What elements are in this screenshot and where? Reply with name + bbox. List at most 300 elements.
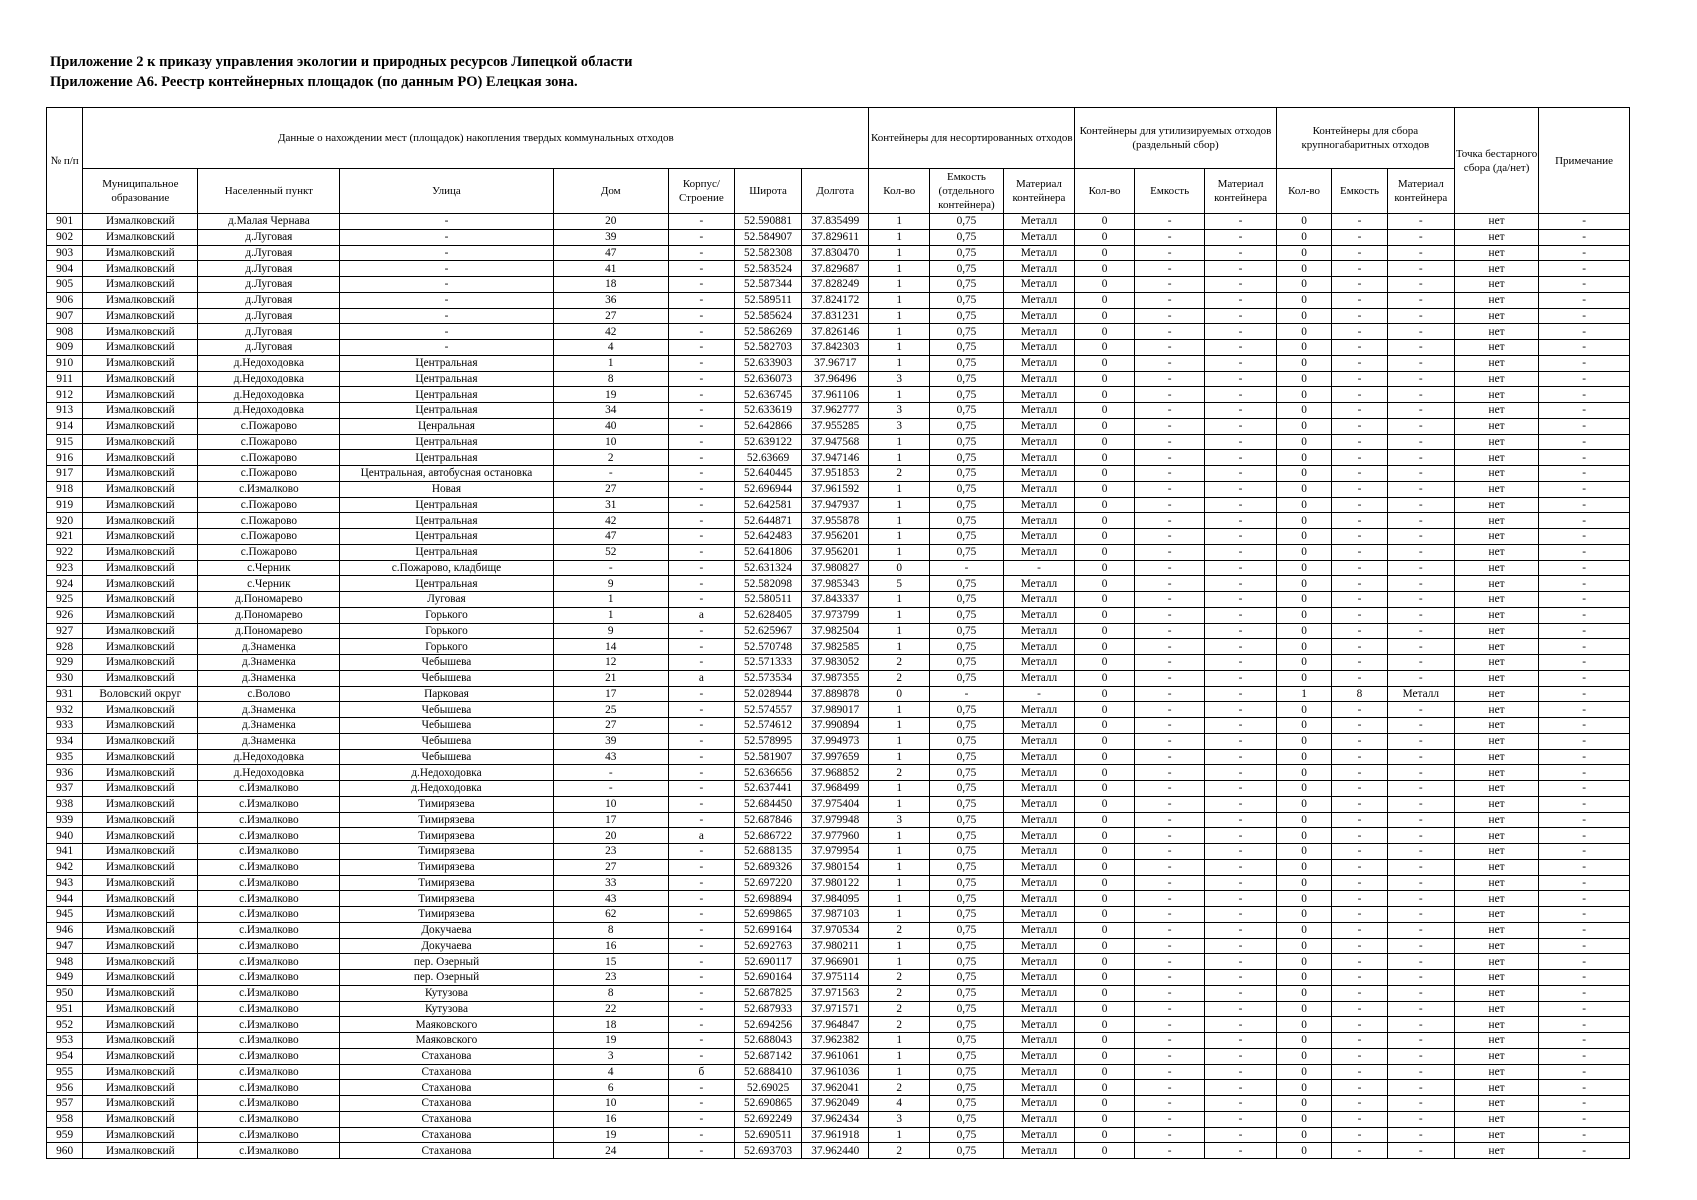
table-cell: 52.639122 [734,434,801,450]
table-cell: - [1332,796,1387,812]
table-cell: 12 [553,655,668,671]
table-cell: - [1332,733,1387,749]
table-cell: - [1134,245,1204,261]
table-cell: - [1539,859,1630,875]
table-cell: - [1003,560,1074,576]
table-cell: - [1332,859,1387,875]
table-cell: - [1387,702,1454,718]
table-cell: 0,75 [930,859,1004,875]
table-cell: 0 [1276,639,1331,655]
table-cell: Измалковский [83,1143,198,1159]
table-cell: нет [1454,954,1538,970]
table-cell: - [668,277,734,293]
table-cell: Измалковский [83,513,198,529]
table-row [47,481,1630,497]
table-cell: 0 [1276,907,1331,923]
table-cell: Измалковский [83,403,198,419]
table-cell: - [1332,702,1387,718]
table-cell: 0 [1276,891,1331,907]
table-cell: 0 [1276,340,1331,356]
table-cell: - [553,765,668,781]
table-cell: нет [1454,324,1538,340]
table-cell: 0 [1276,812,1331,828]
table-cell: - [1134,970,1204,986]
table-cell: - [668,655,734,671]
table-cell: 0 [1075,355,1135,371]
table-cell: - [668,340,734,356]
table-cell: - [1539,607,1630,623]
table-cell: б [668,1064,734,1080]
table-cell: Чебышева [340,655,553,671]
table-cell: 52.633903 [734,355,801,371]
table-cell: 0 [1075,229,1135,245]
table-row [47,592,1630,608]
table-cell: нет [1454,655,1538,671]
table-cell: 37.956201 [802,544,869,560]
table-cell: 0,75 [930,623,1004,639]
table-cell: 37.990894 [802,718,869,734]
table-cell: 0 [1276,450,1331,466]
table-cell: с.Измалково [198,875,340,891]
table-cell: 1 [869,607,930,623]
recycle-qty-header: Кол-во [1075,169,1135,214]
table-cell: нет [1454,765,1538,781]
table-cell: 0 [1276,1111,1331,1127]
table-cell: 52.574612 [734,718,801,734]
table-cell: - [1332,403,1387,419]
table-cell: - [1332,324,1387,340]
table-cell: 940 [47,828,83,844]
table-cell: с.Измалково [198,938,340,954]
table-cell: - [1134,1033,1204,1049]
table-row [47,466,1630,482]
table-cell: 942 [47,859,83,875]
table-cell: 0,75 [930,513,1004,529]
table-cell: Тимирязева [340,844,553,860]
table-cell: Измалковский [83,938,198,954]
table-row [47,450,1630,466]
table-cell: 901 [47,214,83,230]
table-cell: Измалковский [83,1001,198,1017]
table-cell: с.Измалково [198,1096,340,1112]
table-cell: - [1205,418,1277,434]
table-cell: 37.968499 [802,781,869,797]
table-cell: - [1205,623,1277,639]
table-cell: Стаханова [340,1127,553,1143]
bulky-group-header: Контейнеры для сбора крупногабаритных отходов [1276,108,1454,169]
table-cell: нет [1454,938,1538,954]
table-cell: - [1205,1127,1277,1143]
table-cell: - [1539,1111,1630,1127]
table-cell: - [1332,292,1387,308]
table-cell: 912 [47,387,83,403]
table-cell: - [668,355,734,371]
table-cell: Чебышева [340,670,553,686]
table-cell: 52.696944 [734,481,801,497]
table-cell: Центральная [340,544,553,560]
table-cell: Кутузова [340,1001,553,1017]
table-cell: - [1539,907,1630,923]
table-cell: - [1332,214,1387,230]
table-cell: 0,75 [930,529,1004,545]
table-cell: 0 [1276,560,1331,576]
table-row [47,214,1630,230]
table-cell: 37.955878 [802,513,869,529]
table-cell: д.Луговая [198,277,340,293]
table-cell: - [1387,466,1454,482]
table-cell: Измалковский [83,718,198,734]
table-cell: 939 [47,812,83,828]
street-header: Улица [340,169,553,214]
table-cell: 1 [869,261,930,277]
table-cell: 52.686722 [734,828,801,844]
table-cell: - [553,466,668,482]
table-cell: 37.835499 [802,214,869,230]
table-cell: - [1539,844,1630,860]
table-cell: - [1332,308,1387,324]
table-cell: - [1134,985,1204,1001]
table-cell: д.Недоходовка [198,403,340,419]
table-cell: - [1387,340,1454,356]
table-row [47,670,1630,686]
table-cell: - [1539,214,1630,230]
document-titles [50,52,632,92]
table-cell: - [1134,560,1204,576]
table-cell: - [1205,639,1277,655]
table-cell: 0 [1276,1048,1331,1064]
table-cell: 0 [1075,513,1135,529]
table-cell: - [1539,985,1630,1001]
table-cell: 0 [1075,529,1135,545]
table-cell: Парковая [340,686,553,702]
table-cell: д.Недоходовка [198,355,340,371]
table-cell: 1 [869,1127,930,1143]
table-cell: 37.947146 [802,450,869,466]
table-cell: 37.997659 [802,749,869,765]
table-cell: - [1387,875,1454,891]
table-cell: - [668,371,734,387]
table-cell: нет [1454,214,1538,230]
table-cell: - [1539,529,1630,545]
table-cell: Тимирязева [340,812,553,828]
table-cell: - [1134,828,1204,844]
table-cell: 904 [47,261,83,277]
table-cell: с.Пожарово [198,434,340,450]
table-cell: - [668,481,734,497]
table-cell: 52.636073 [734,371,801,387]
table-cell: 0 [1276,277,1331,293]
table-cell: - [1205,718,1277,734]
table-cell: Измалковский [83,576,198,592]
table-row [47,733,1630,749]
table-cell: с.Измалково [198,796,340,812]
table-cell: Металл [1003,450,1074,466]
table-cell: 0 [1075,607,1135,623]
table-cell: 911 [47,371,83,387]
table-cell: - [1332,749,1387,765]
table-cell: 0 [1276,355,1331,371]
table-cell: 14 [553,639,668,655]
table-cell: - [1332,828,1387,844]
table-cell: 0,75 [930,1048,1004,1064]
table-cell: - [1539,1080,1630,1096]
table-cell: 37.966901 [802,954,869,970]
table-cell: 0 [1276,592,1331,608]
table-cell: - [1134,308,1204,324]
table-cell: 2 [869,655,930,671]
table-row [47,765,1630,781]
table-cell: 0 [1276,796,1331,812]
table-cell: 52.694256 [734,1017,801,1033]
table-cell: Металл [1003,796,1074,812]
table-cell: 1 [869,844,930,860]
table-cell: 40 [553,418,668,434]
table-cell: - [340,340,553,356]
table-cell: 0 [1276,828,1331,844]
table-cell: - [1387,749,1454,765]
table-cell: 10 [553,1096,668,1112]
table-cell: - [1134,859,1204,875]
table-cell: - [1134,450,1204,466]
table-row [47,403,1630,419]
table-cell: нет [1454,1048,1538,1064]
table-row [47,623,1630,639]
table-row [47,292,1630,308]
table-cell: - [1332,639,1387,655]
table-cell: - [1539,812,1630,828]
table-cell: Металл [1003,513,1074,529]
table-cell: 19 [553,387,668,403]
table-cell: 52.687846 [734,812,801,828]
table-cell: 27 [553,859,668,875]
table-cell: 0,75 [930,1080,1004,1096]
table-cell: 0 [1075,1143,1135,1159]
table-cell: - [1205,371,1277,387]
table-cell: 37.973799 [802,607,869,623]
table-cell: - [1134,922,1204,938]
table-cell: - [340,308,553,324]
table-cell: 0 [1075,481,1135,497]
table-cell: 0 [1075,812,1135,828]
table-cell: 52.684450 [734,796,801,812]
table-cell: нет [1454,308,1538,324]
table-cell: - [1332,229,1387,245]
table-cell: Измалковский [83,560,198,576]
table-row [47,985,1630,1001]
table-cell: 37.962777 [802,403,869,419]
table-cell: 1 [869,529,930,545]
table-cell: 37.980122 [802,875,869,891]
table-cell: 0,75 [930,466,1004,482]
table-cell: 22 [553,1001,668,1017]
table-cell: Металл [1003,214,1074,230]
table-cell: 52.642866 [734,418,801,434]
table-cell: Металл [1003,749,1074,765]
table-cell: - [1332,277,1387,293]
table-cell: - [1387,670,1454,686]
table-cell: - [1387,765,1454,781]
table-cell: - [1539,686,1630,702]
table-cell: - [1387,292,1454,308]
table-cell: - [668,623,734,639]
table-cell: - [1205,970,1277,986]
unsorted-group-header: Контейнеры для несортированных отходов [869,108,1075,169]
table-cell: - [1205,544,1277,560]
table-cell: - [1134,1048,1204,1064]
table-cell: 37.987355 [802,670,869,686]
table-cell: 33 [553,875,668,891]
table-cell: - [1539,403,1630,419]
table-cell: - [1539,292,1630,308]
table-cell: 37.962049 [802,1096,869,1112]
table-cell: 37.983052 [802,655,869,671]
table-cell: нет [1454,229,1538,245]
table-cell: - [1539,481,1630,497]
table-cell: - [1134,371,1204,387]
table-cell: - [1387,560,1454,576]
table-cell: - [1539,781,1630,797]
table-cell: Металл [1003,859,1074,875]
table-cell: - [1539,277,1630,293]
table-cell: 52.644871 [734,513,801,529]
table-cell: - [1539,245,1630,261]
table-cell: 0 [1075,403,1135,419]
table-cell: 1 [869,639,930,655]
table-cell: 0 [1276,970,1331,986]
table-cell: 0 [1075,544,1135,560]
table-cell: 903 [47,245,83,261]
table-cell: 0 [1075,308,1135,324]
table-cell: - [1332,875,1387,891]
table-cell: Горького [340,623,553,639]
table-cell: 0,75 [930,1017,1004,1033]
table-cell: 2 [869,985,930,1001]
table-cell: - [1387,922,1454,938]
table-cell: - [1134,954,1204,970]
table-cell: 1 [869,324,930,340]
table-cell: 934 [47,733,83,749]
table-cell: - [1539,970,1630,986]
table-cell: - [1387,529,1454,545]
table-cell: - [668,907,734,923]
table-cell: - [553,560,668,576]
table-cell: 0 [1075,450,1135,466]
table-cell: - [1205,938,1277,954]
table-cell: 18 [553,277,668,293]
table-cell: 1 [869,497,930,513]
table-cell: нет [1454,749,1538,765]
table-cell: нет [1454,623,1538,639]
table-row [47,844,1630,860]
table-cell: - [340,324,553,340]
table-cell: 0 [1075,718,1135,734]
table-cell: 924 [47,576,83,592]
table-row [47,749,1630,765]
table-cell: 62 [553,907,668,923]
table-cell: нет [1454,1033,1538,1049]
table-cell: с.Черник [198,560,340,576]
table-cell: 0,75 [930,1064,1004,1080]
table-cell: - [1134,607,1204,623]
table-cell: 5 [869,576,930,592]
table-cell: - [1205,1048,1277,1064]
table-cell: 1 [869,513,930,529]
table-cell: - [1205,1033,1277,1049]
table-cell: - [1332,355,1387,371]
table-cell: д.Недоходовка [198,387,340,403]
table-cell: 2 [869,1001,930,1017]
table-cell: 52.586269 [734,324,801,340]
table-cell: 1 [869,623,930,639]
table-cell: - [1539,355,1630,371]
table-cell: - [1205,450,1277,466]
table-cell: нет [1454,718,1538,734]
table-cell: 0,75 [930,875,1004,891]
table-row [47,1080,1630,1096]
table-cell: 37.843337 [802,592,869,608]
table-cell: 34 [553,403,668,419]
table-cell: Металл [1003,387,1074,403]
table-cell: 52.628405 [734,607,801,623]
table-cell: - [1387,214,1454,230]
table-cell: д.Пономарево [198,623,340,639]
table-cell: - [1387,576,1454,592]
table-cell: 948 [47,954,83,970]
table-cell: 954 [47,1048,83,1064]
table-cell: 917 [47,466,83,482]
table-cell: 52.580511 [734,592,801,608]
table-cell: 1 [869,954,930,970]
table-row [47,340,1630,356]
table-cell: Металл [1003,922,1074,938]
table-cell: с.Измалково [198,1048,340,1064]
table-cell: нет [1454,733,1538,749]
table-cell: 0,75 [930,387,1004,403]
table-cell: 37.971571 [802,1001,869,1017]
table-cell: - [668,1017,734,1033]
table-cell: - [1387,229,1454,245]
table-cell: - [1332,623,1387,639]
table-cell: 0 [1075,340,1135,356]
table-cell: 958 [47,1111,83,1127]
table-cell: - [1332,340,1387,356]
table-cell: 913 [47,403,83,419]
table-cell: - [1332,261,1387,277]
table-cell: 907 [47,308,83,324]
table-cell: - [1539,828,1630,844]
table-cell: 0 [1276,229,1331,245]
table-cell: 0,75 [930,403,1004,419]
table-cell: - [1205,481,1277,497]
table-cell: 37.842303 [802,340,869,356]
table-cell: д.Знаменка [198,670,340,686]
table-cell: 0 [1075,371,1135,387]
table-cell: 0,75 [930,922,1004,938]
table-cell: 6 [553,1080,668,1096]
table-cell: - [1539,1001,1630,1017]
table-cell: нет [1454,670,1538,686]
table-cell: - [1134,466,1204,482]
table-cell: - [1332,844,1387,860]
table-cell: - [1539,749,1630,765]
table-cell: нет [1454,466,1538,482]
table-cell: 955 [47,1064,83,1080]
table-cell: Измалковский [83,875,198,891]
table-cell: нет [1454,1064,1538,1080]
table-cell: нет [1454,1143,1538,1159]
table-cell: Измалковский [83,765,198,781]
table-cell: 0,75 [930,229,1004,245]
